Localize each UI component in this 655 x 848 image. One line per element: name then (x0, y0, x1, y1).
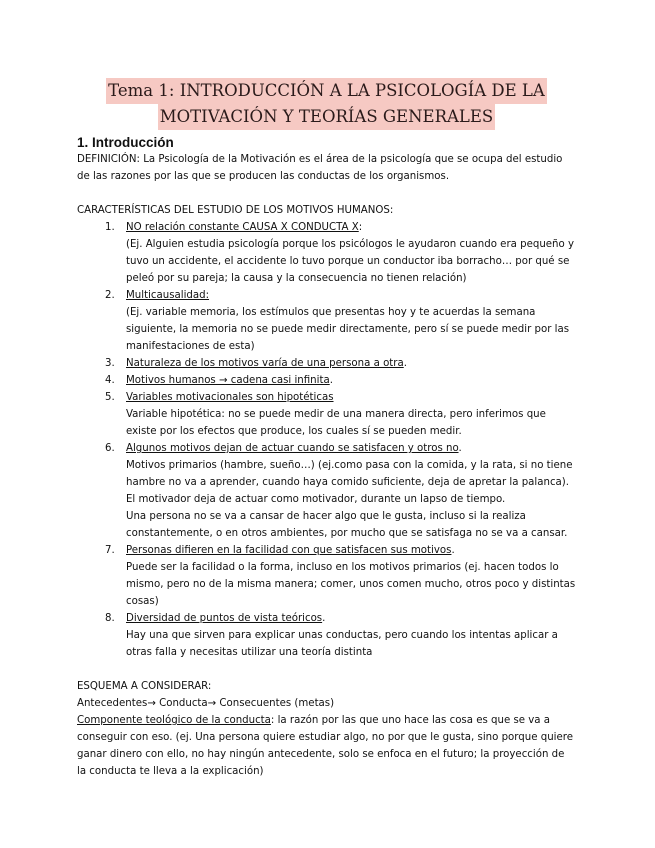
title-line-1: Tema 1: INTRODUCCIÓN A LA PSICOLOGÍA DE LA (106, 78, 547, 104)
component-label: Componente teológico de la conducta (77, 715, 271, 726)
characteristics-heading: CARACTERÍSTICAS DEL ESTUDIO DE LOS MOTIVOS HUMANOS: (77, 205, 394, 216)
list-item: 7. Personas difieren en la facilidad con que satisfacen sus motivos. Puede ser la facilidad o la forma, incluso en los motivos primarios (ej. hacen todos lo mismo, pero no de la misma manera; comer, unos comen mucho, otros poco y distintas cosas) (118, 542, 576, 610)
item-body: Puede ser la facilidad o la forma, incluso en los motivos primarios (ej. hacen todos lo mismo, pero no de la misma manera; comer, unos comen mucho, otros poco y distintas cosas) (126, 562, 576, 607)
list-item: 8. Diversidad de puntos de vista teóricos. Hay una que sirven para explicar unas conductas, pero cuando los intentas aplicar a otras falla y necesitas utilizar una teoría distinta (118, 610, 576, 661)
item-title: Multicausalidad: (126, 290, 210, 301)
item-body: (Ej. variable memoria, los estímulos que presentas hoy y te acuerdas la semana siguiente, la memoria no se puede medir directamente, pero sí se puede medir por las manifestaciones de esta) (126, 307, 570, 352)
item-body: Una persona no se va a cansar de hacer algo que le gusta, incluso si la realiza constantemente, o en otros ambientes, por mucho que se satisfaga no se va a cansar. (126, 511, 568, 539)
list-item: 3. Naturaleza de los motivos varía de una persona a otra. (118, 355, 576, 372)
component-text: : la razón por las que uno hace las cosa es que se va a conseguir con eso. (ej. Una persona quiere estudiar algo, no por que le gusta, sino porque quiere ganar dinero con ello, no hay ningún antecedente, solo se enfoca en el futuro; la proyección de la conducta te lleva a la explicación) (77, 715, 573, 777)
definition-paragraph (77, 151, 576, 185)
item-body: Variable hipotética: no se puede medir de una manera directa, pero inferimos que existe por los efectos que produce, los cuales sí se pueden medir. (126, 409, 546, 437)
item-body: Hay una que sirven para explicar unas conductas, pero cuando los intentas aplicar a otras falla y necesitas utilizar una teoría distinta (126, 630, 558, 658)
title-line-2: MOTIVACIÓN Y TEORÍAS GENERALES (158, 104, 495, 130)
list-item: 6. Algunos motivos dejan de actuar cuando se satisfacen y otros no. Motivos primarios (hambre, sueño…) (ej.como pasa con la comida, y la rata, si no tiene hambre no va a aprender, cuando haya comido suficiente, deja de apretar la palanca). El motivador deja de actuar como motivador, durante un lapso de tiempo. Una persona no se va a cansar de hacer algo que le gusta, incluso si la realiza constantemente, o en otros ambientes, por mucho que se satisfaga no se va a cansar. (118, 440, 576, 542)
list-item: 1. NO relación constante CAUSA X CONDUCTA X: (Ej. Alguien estudia psicología porque los psicólogos le ayudaron cuando era pequeño y tuvo un accidente, el accidente lo tuvo porque un conductor iba borracho… por qué se peleó por su pareja; la causa y la consecuencia no tienen relación) (118, 219, 576, 287)
definition-text: La Psicología de la Motivación es el área de la psicología que se ocupa del estudio de las razones por las que se producen las conductas de los organismos. (77, 154, 563, 182)
scheme-heading: ESQUEMA A CONSIDERAR: (77, 681, 212, 692)
item-title: Personas difieren en la facilidad con que satisfacen sus motivos (126, 545, 452, 556)
item-title: Algunos motivos dejan de actuar cuando se satisfacen y otros no (126, 443, 459, 454)
item-title: NO relación constante CAUSA X CONDUCTA X (126, 222, 359, 233)
definition-label: DEFINICIÓN: (77, 154, 140, 165)
item-title: Variables motivacionales son hipotéticas (126, 392, 334, 403)
item-title: Motivos humanos → cadena casi infinita (126, 375, 330, 386)
characteristics-list (77, 219, 576, 661)
item-title: Diversidad de puntos de vista teóricos (126, 613, 323, 624)
section-heading: 1. Introducción (77, 135, 174, 150)
list-item (118, 389, 576, 440)
item-body: (Ej. Alguien estudia psicología porque los psicólogos le ayudaron cuando era pequeño y tuvo un accidente, el accidente lo tuvo porque un conductor iba borracho… por qué se peleó por su pareja; la causa y la consecuencia no tienen relación) (126, 239, 574, 284)
component-paragraph (77, 712, 576, 780)
item-body: Motivos primarios (hambre, sueño…) (ej.como pasa con la comida, y la rata, si no tiene hambre no va a aprender, cuando haya comido suficiente, deja de apretar la palanca). El motivador deja de actuar como motivador, durante un lapso de tiempo. (126, 460, 573, 505)
scheme-flow: Antecedentes→ Conducta→ Consecuentes (metas) (77, 698, 335, 709)
list-item: 4. Motivos humanos → cadena casi infinita. (118, 372, 576, 389)
item-title: Naturaleza de los motivos varía de una persona a otra (126, 358, 404, 369)
document-title (77, 0, 576, 130)
list-item (118, 287, 576, 355)
